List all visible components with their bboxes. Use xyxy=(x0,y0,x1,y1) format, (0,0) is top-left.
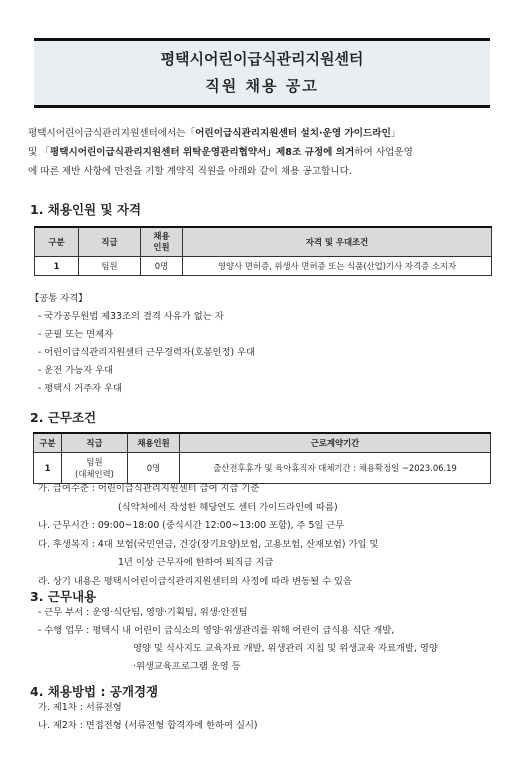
title-box xyxy=(34,38,490,108)
header-qualification: 자격 및 우대조건 xyxy=(183,227,492,257)
list-item: 나. 근무시간 : 09:00~18:00 (중식시간 12:00~13:00 포함), 주 5일 근무 xyxy=(38,520,345,531)
header-contract-period: 근로계약기간 xyxy=(180,433,491,453)
intro-text: 에 따른 제반 사항에 만전을 기할 계약직 직원을 아래와 같이 채용 공고합니다. xyxy=(28,166,352,177)
section4-heading: 4. 채용방법 : 공개경쟁 xyxy=(30,684,159,699)
header-rank: 직급 xyxy=(62,433,128,453)
cell-rank: 팀원 (대체인력) xyxy=(62,453,128,484)
intro-text: 평택시어린이급식관리지원센터에서는「 xyxy=(28,128,196,139)
cell-qualification: 영양사 면허증, 위생사 면허증 또는 식품(산업)기사 자격증 소지자 xyxy=(183,257,492,276)
section3-heading: 3. 근무내용 xyxy=(30,589,97,604)
common-qualification-list xyxy=(30,290,255,398)
list-item: 영양 및 식사지도 교육자료 개발, 위생관리 지침 및 위생교육 자료개발, 영양 xyxy=(133,643,438,654)
list-item: ·위생교육프로그램 운영 등 xyxy=(133,661,241,672)
header-category: 구분 xyxy=(35,227,79,257)
list-item: 라. 상기 내용은 평택시어린이급식관리지원센터의 사정에 따라 변동될 수 있음 xyxy=(38,575,352,587)
list-item: 가. 급여수준 : 어린이급식관리지원센터 급여 지급 기준 xyxy=(38,483,260,494)
header-headcount: 채용 인원 xyxy=(141,227,183,257)
cell-rank: 팀원 xyxy=(79,257,141,276)
page-subtitle: 직원 채용 공고 xyxy=(205,77,319,95)
work-condition-list xyxy=(30,480,378,591)
section1-heading: 1. 채용인원 및 자격 xyxy=(30,202,142,217)
list-item: - 근무 부서 : 운영·식단팀, 영양·기획팀, 위생·안전팀 xyxy=(38,607,248,618)
list-item: 나. 제2차 : 면접전형 (서류전형 합격자에 한하여 실시) xyxy=(38,720,258,731)
intro-text: 및 「 xyxy=(28,147,50,158)
list-title: 【공통 자격】 xyxy=(30,293,88,304)
intro-text: 」 xyxy=(390,128,401,139)
table-row xyxy=(34,453,491,484)
work-condition-table xyxy=(33,432,491,484)
list-item: 다. 후생복지 : 4대 보험(국민연금, 건강(장기요양)보험, 고용보험, 산재보험) 가입 및 xyxy=(38,538,379,550)
table-header-row xyxy=(34,433,491,453)
work-content-list xyxy=(30,604,438,676)
list-item: (식약처에서 작성한 해당연도 센터 가이드라인에 따름) xyxy=(118,501,338,513)
list-item: 1년 이상 근무자에 한하여 퇴직금 지급 xyxy=(118,557,274,568)
list-item: - 평택시 거주자 우대 xyxy=(38,383,123,394)
cell-headcount: 0명 xyxy=(128,453,180,484)
intro-text: 하여 사업운영 xyxy=(354,147,413,158)
list-item: - 군필 또는 면제자 xyxy=(38,329,114,340)
list-item: - 수행 업무 : 평택시 내 어린이 급식소의 영양·위생관리를 위해 어린이 급식용 식단 개발, xyxy=(38,625,395,636)
header-category: 구분 xyxy=(34,433,62,453)
intro-paragraph xyxy=(28,124,498,181)
header-rank: 직급 xyxy=(79,227,141,257)
intro-agreement: 평택시어린이급식관리지원센터 위탁운영관리협약서 xyxy=(49,147,267,158)
table-header-row xyxy=(35,227,492,257)
table-row xyxy=(35,257,492,276)
list-item: - 어린이급식관리지원센터 근무경력자(호봉인정) 우대 xyxy=(38,347,256,358)
hiring-method-list xyxy=(30,699,258,735)
section2-heading: 2. 근무조건 xyxy=(30,410,97,425)
cell-category: 1 xyxy=(34,453,62,484)
intro-regulation: 」제8조 규정에 의거 xyxy=(266,147,355,158)
intro-guideline: 어린이급식관리지원센터 설치·운영 가이드라인 xyxy=(195,128,391,139)
list-item: - 운전 가능자 우대 xyxy=(38,365,114,376)
cell-category: 1 xyxy=(35,257,79,276)
cell-contract-period: 출산전후휴가 및 육아휴직자 대체기간 : 채용확정일 ~2023.06.19 xyxy=(180,453,491,484)
list-item: 가. 제1차 : 서류전형 xyxy=(38,702,122,713)
list-item: - 국가공무원법 제33조의 결격 사유가 없는 자 xyxy=(38,311,224,322)
header-headcount: 채용인원 xyxy=(128,433,180,453)
cell-headcount: 0명 xyxy=(141,257,183,276)
qualification-table xyxy=(34,226,492,276)
page-title: 평택시어린이급식관리지원센터 xyxy=(160,50,364,68)
